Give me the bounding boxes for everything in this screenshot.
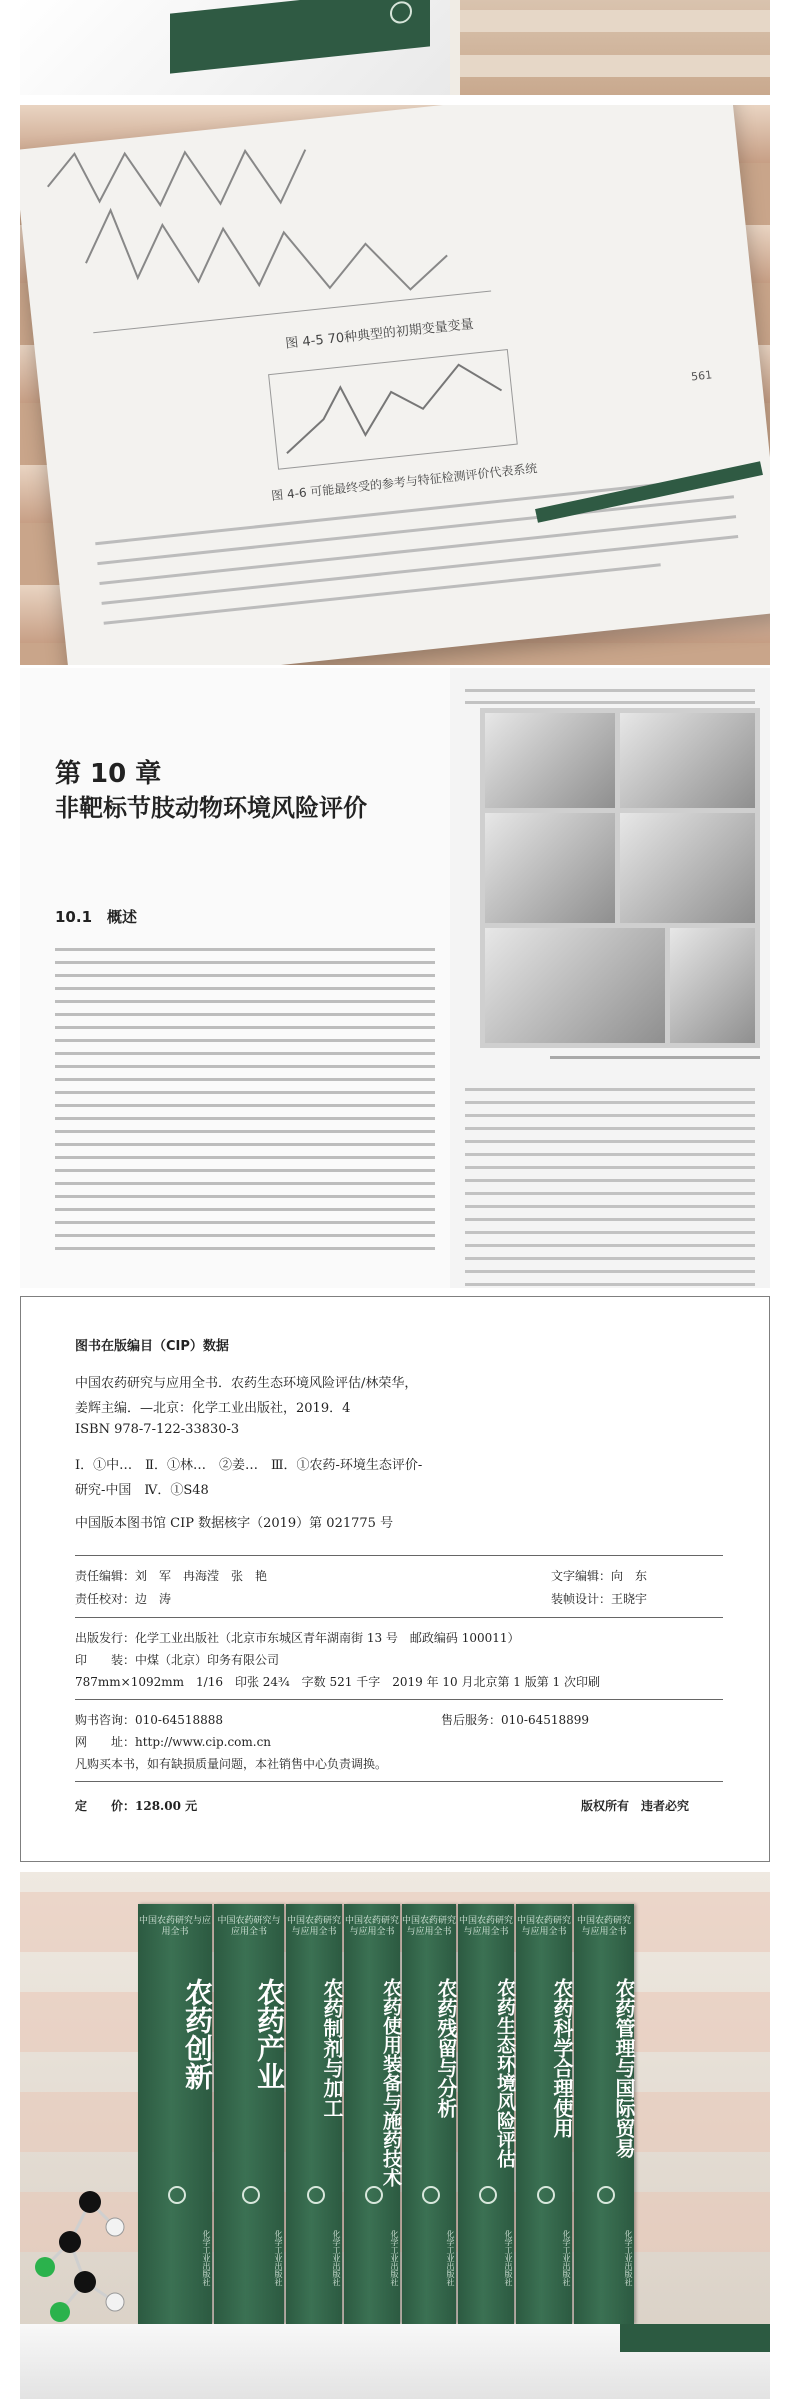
bench-photo — [460, 0, 770, 95]
spine-title: 农药生态环境风险评估 — [494, 1978, 516, 2168]
spine-series: 中国农药研究与应用全书 — [217, 1916, 281, 1937]
divider — [75, 1555, 723, 1556]
right-page — [450, 668, 770, 1288]
figure-caption-2: 图 4-6 可能最终受的参考与特征检测评价代表系统 — [270, 461, 538, 504]
text-editor: 文字编辑：向 东 — [551, 1569, 648, 1583]
chapter-number: 第 10 章 — [55, 759, 162, 789]
website: 网 址：http://www.cip.com.cn — [75, 1735, 272, 1749]
open-book-photo — [20, 105, 770, 665]
divider — [75, 1617, 723, 1618]
format-info: 787mm×1092mm 1/16 印张 24¾ 字数 521 千字 2019 年 10 月北京第 1 版第 1 次印刷 — [75, 1675, 600, 1689]
proofreader: 责任校对：边 涛 — [75, 1592, 172, 1606]
figure-caption-1: 图 4-5 70种典型的初期变量变量 — [284, 317, 475, 352]
chapter-title: 非靶标节肢动物环境风险评价 — [55, 794, 367, 822]
book-page — [20, 105, 770, 665]
book-spine — [344, 1904, 400, 2324]
molecule-model-icon — [30, 2172, 150, 2342]
cip-line-2: 姜辉主编．—北京：化学工业出版社，2019．4 — [75, 1401, 351, 1416]
book-set-photo — [20, 1872, 770, 2399]
publisher-logo-icon — [242, 2186, 260, 2204]
fly-photo — [485, 928, 665, 1043]
publisher-logo-icon — [422, 2186, 440, 2204]
spine-publisher: 化学工业出版社 — [390, 2230, 399, 2286]
publisher-logo-icon — [479, 2186, 497, 2204]
cip-record-number: 中国版本图书馆 CIP 数据核字（2019）第 021775 号 — [75, 1516, 394, 1531]
ladybug-photo — [485, 713, 615, 808]
spine-publisher: 化学工业出版社 — [504, 2230, 513, 2286]
book-cover-photo — [20, 0, 450, 95]
flat-book — [620, 2324, 770, 2352]
spine-publisher: 化学工业出版社 — [332, 2230, 341, 2286]
responsible-editors: 责任编辑：刘 军 冉海滢 张 艳 — [75, 1569, 268, 1583]
spine-series: 中国农药研究与应用全书 — [138, 1916, 211, 1937]
lacewing-photo — [485, 813, 615, 923]
printer-info: 印 装：中煤（北京）印务有限公司 — [75, 1653, 280, 1667]
spine-title: 农药产业 — [253, 1978, 286, 2090]
page-number: 561 — [690, 368, 713, 384]
spine-series: 中国农药研究与应用全书 — [286, 1916, 341, 1937]
spine-title: 农药科学合理使用 — [550, 1978, 574, 2138]
book-spine — [516, 1904, 572, 2324]
left-page — [20, 668, 450, 1288]
cip-line-1: 中国农药研究与应用全书．农药生态环境风险评估/林荣华， — [75, 1376, 418, 1391]
spine-title: 农药制剂与加工 — [320, 1978, 344, 2118]
book-spine — [574, 1904, 634, 2324]
book-spine — [458, 1904, 514, 2324]
body-text-lines — [55, 938, 435, 1260]
chapter-spread-photo — [20, 668, 770, 1288]
spine-title: 农药管理与国际贸易 — [612, 1978, 636, 2158]
larva-photo — [620, 713, 755, 808]
cip-isbn: ISBN 978-7-122-33830-3 — [75, 1422, 240, 1437]
cip-line-5: 研究-中国 Ⅳ．①S48 — [75, 1483, 209, 1498]
return-notice: 凡购买本书，如有缺损质量问题，本社销售中心负责调换。 — [75, 1757, 388, 1771]
book-spine — [286, 1904, 342, 2324]
spine-title: 农药创新 — [181, 1978, 214, 2090]
cip-line-4: Ⅰ．①中… Ⅱ．①林… ②姜… Ⅲ．①农药-环境生态评价- — [75, 1458, 423, 1473]
insect-photo-grid — [480, 708, 760, 1048]
spine-publisher: 化学工业出版社 — [624, 2230, 633, 2286]
book-spine — [402, 1904, 456, 2324]
green-book-cover — [170, 0, 430, 74]
top-photo-strip — [20, 0, 770, 95]
page-figure-illustration — [20, 105, 770, 665]
purchase-contact: 购书咨询：010-64518888 — [75, 1713, 224, 1727]
spine-publisher: 化学工业出版社 — [274, 2230, 283, 2286]
section-heading: 10.1 概述 — [55, 908, 138, 926]
publisher-logo-icon — [168, 2186, 186, 2204]
publisher-logo-icon — [365, 2186, 383, 2204]
divider — [75, 1699, 723, 1700]
lacewing-larva-photo — [620, 813, 755, 923]
figure-caption-line — [550, 1056, 760, 1059]
book-spine — [214, 1904, 284, 2324]
cip-heading: 图书在版编目（CIP）数据 — [75, 1339, 229, 1354]
spine-publisher: 化学工业出版社 — [446, 2230, 455, 2286]
spine-publisher: 化学工业出版社 — [202, 2230, 211, 2286]
copyright-notice: 版权所有 违者必究 — [581, 1799, 690, 1813]
eggs-photo — [670, 928, 755, 1043]
cip-data-block — [20, 1296, 770, 1862]
spine-title: 农药残留与分析 — [434, 1978, 458, 2118]
designer: 装帧设计：王晓宇 — [551, 1592, 648, 1606]
right-body-text-lines — [465, 1078, 755, 1288]
price: 定 价：128.00 元 — [75, 1799, 198, 1813]
publisher-logo-icon — [537, 2186, 555, 2204]
spine-series: 中国农药研究与应用全书 — [516, 1916, 571, 1937]
publisher-logo-icon — [597, 2186, 615, 2204]
spine-series: 中国农药研究与应用全书 — [402, 1916, 457, 1937]
spine-series: 中国农药研究与应用全书 — [344, 1916, 399, 1937]
service-contact: 售后服务：010-64518899 — [441, 1713, 590, 1727]
spine-series: 中国农药研究与应用全书 — [576, 1916, 631, 1937]
spine-series: 中国农药研究与应用全书 — [458, 1916, 513, 1937]
spine-title: 农药使用装备与施药技术 — [380, 1978, 402, 2187]
publisher-info: 出版发行：化学工业出版社（北京市东城区青年湖南街 13 号 邮政编码 100011） — [75, 1631, 520, 1645]
spine-publisher: 化学工业出版社 — [562, 2230, 571, 2286]
divider — [75, 1781, 723, 1782]
publisher-logo-icon — [307, 2186, 325, 2204]
